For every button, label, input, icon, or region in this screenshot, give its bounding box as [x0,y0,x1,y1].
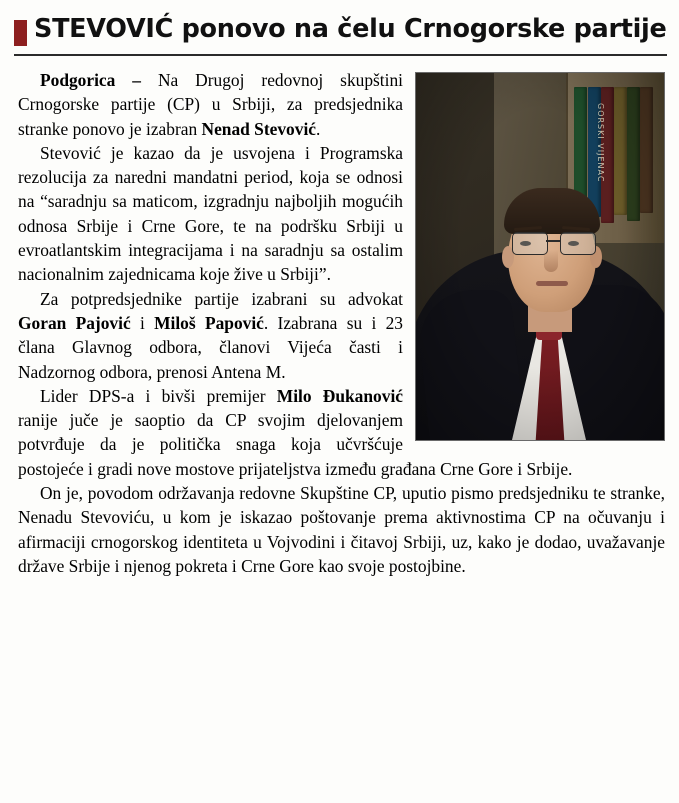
article-emphasis: Milo Đukanović [276,385,403,406]
article-text: Lider DPS-a i bivši premijer [40,385,277,406]
article-paragraph [18,481,665,578]
article-text: . [316,118,321,139]
article-text: Za potpredsjednike partije izabrani su advokat [40,288,403,309]
photo-vignette [416,73,664,440]
article-emphasis: Nenad Stevović [201,118,316,139]
page-title: STEVOVIĆ ponovo na čelu Crnogorske partije [34,14,667,44]
article-photo [415,72,665,441]
article-text: . Izabrana su i 23 člana Glavnog odbora, članovi Vijeća časti i Nadzornog odbora, prenosi Antena M. [18,312,403,382]
article-emphasis: Podgorica – [40,70,141,90]
article-text: Stevović je kazao da je usvojena i Programska rezolucija za naredni mandatni period, koja se odnosi na “saradnju sa maticom, izgradnju najboljih mogućih odnosa Srbije i Crne Gore, te na podršku Srbiji u evroatlantskim integracijama i na saradnju sa ostalim nacionalnim zajednicama koje žive u Srbiji”. [18,142,403,285]
article-emphasis: Goran Pajović [18,312,131,333]
article-emphasis: Miloš Papović [154,312,264,333]
headline-bullet-icon [14,20,27,46]
article-body [18,68,665,578]
headline [0,0,679,46]
article-text: i [130,312,155,333]
article-text: ranije juče je saoptio da CP svojim djelovanjem potvrđuje da je politička snaga koja učvršćuje postojeće i gradi nove mostove prijateljstva između građana Crne Gore i Srbije. [18,410,573,479]
headline-divider [14,54,667,56]
article-text: Na Drugoj redovnoj skupštini Crnogorske partije (CP) u Srbiji, za predsjednika stranke ponovo je izabran [18,70,403,139]
article-text: On je, povodom održavanja redovne Skupštine CP, uputio pismo predsjedniku te stranke, Nenadu Stevoviću, u kom je iskazao poštovanje prema aktivnostima CP na očuvanju i afirmaciji crnogorskog identiteta u Vojvodini i čitavoj Srbiji, uz, kako je dodao, uvažavanje države Srbije i njenog pokreta i Crne Gore kao svoje postojbine. [18,483,665,576]
